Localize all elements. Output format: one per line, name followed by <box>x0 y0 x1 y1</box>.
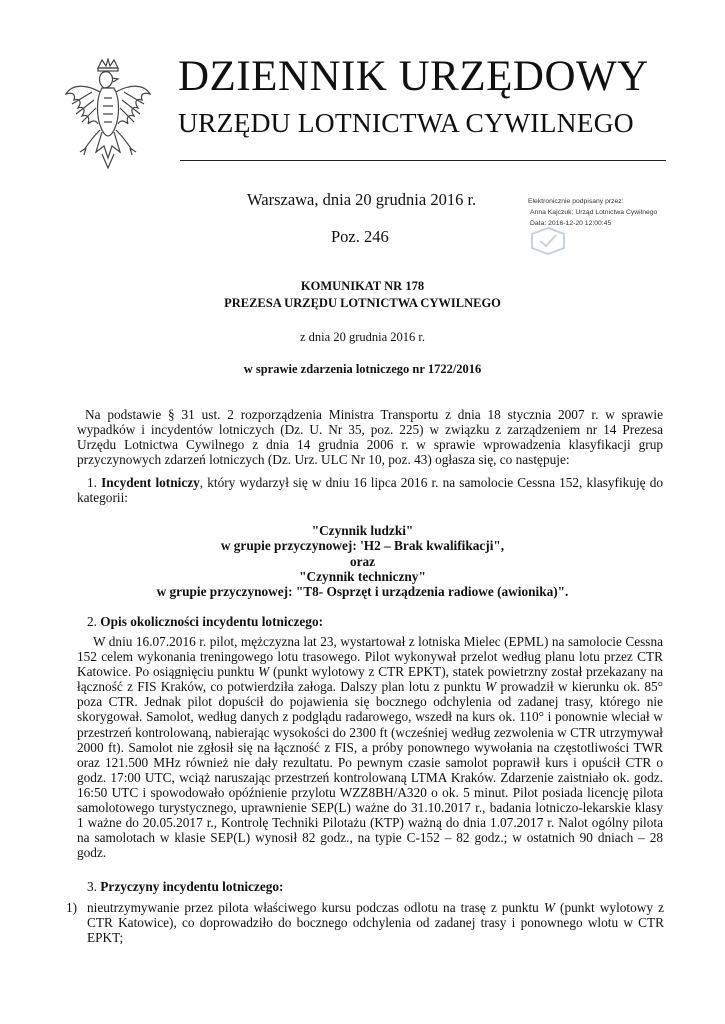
signature-line: Elektronicznie podpisany przez: <box>528 198 624 205</box>
description-text: W dniu 16.07.2016 r. pilot, mężczyzna lat 23, wystartował z lotniska Mielec (EPML) na samolocie Cessna 152 celem wykonania treningowego lotu trasowego. Pilot wykonywał przelot według planu lotu przez CTR Katowice. Po osiągnięciu punktu <box>77 634 663 680</box>
item-1-number: 1. <box>87 475 102 490</box>
notice-issuer: PREZESA URZĘDU LOTNICTWA CYWILNEGO <box>224 296 501 310</box>
section-2-heading <box>87 614 323 630</box>
position-number: Poz. 246 <box>331 227 389 246</box>
section-3-title: Przyczyny incydentu lotniczego: <box>100 879 284 894</box>
section-3-number: 3. <box>87 879 101 894</box>
signature-check-icon <box>528 226 568 256</box>
section-2-number: 2. <box>87 614 101 629</box>
classification-line: "Czynnik techniczny" <box>299 569 426 584</box>
notice-date: z dnia 20 grudnia 2016 r. <box>300 330 425 344</box>
signature-date: Data: 2016-12-20 12:00:45 <box>530 220 612 227</box>
notice-heading: KOMUNIKAT NR 178 <box>300 279 425 293</box>
item-1-paragraph <box>77 475 663 505</box>
journal-title: DZIENNIK URZĘDOWY <box>178 53 649 100</box>
item-1-text: , który wydarzył się w dniu 16 lipca 2016 r. na samolocie Cessna 152, klasyfikuję do kategorii: <box>77 475 663 506</box>
section-2-title: Opis okoliczności incydentu lotniczego: <box>100 614 324 629</box>
cause-text: (punkt wylotowy z CTR Katowice), co doprowadziło do bocznego odchylenia od zadanej trasy i ponownego wlotu w CTR EPKT; <box>87 900 664 946</box>
issue-date: Warszawa, dnia 20 grudnia 2016 r. <box>247 190 477 209</box>
waypoint-w: W <box>485 679 497 695</box>
item-1-term: Incydent lotniczy <box>101 475 200 490</box>
polish-eagle-emblem-icon <box>62 58 154 176</box>
cause-1-number: 1) <box>66 900 78 915</box>
description-paragraph <box>77 634 663 860</box>
intro-paragraph: Na podstawie § 31 ust. 2 rozporządzenia Ministra Transportu z dnia 18 stycznia 2007 r. w sprawie wypadków i incydentów lotniczych (Dz. U. Nr 35, poz. 225) w związku z zarządzeniem nr 14 Prezesa Urzędu Lotnictwa Cywilnego z dnia 14 grudnia 2006 r. w sprawie wprowadzenia klasyfikacji grup przyczynowych zdarzeń lotniczych (Dz. Urz. ULC Nr 10, poz. 43) ogłasza się, co następuje: <box>77 407 663 468</box>
cause-1-text <box>87 900 664 945</box>
signature-signer: Anna Kajczuk; Urząd Lotnictwa Cywilnego <box>530 209 658 216</box>
notice-subject: w sprawie zdarzenia lotniczego nr 1722/2016 <box>243 362 482 376</box>
classification-line: w grupie przyczynowej: "T8- Osprzęt i urządzenia radiowe (awionika)". <box>156 584 569 599</box>
header-divider <box>180 160 666 161</box>
classification-line: "Czynnik ludzki" <box>311 523 414 538</box>
waypoint-w: W <box>258 664 270 680</box>
classification-line: w grupie przyczynowej: 'H2 – Brak kwalifikacji", <box>220 538 505 553</box>
section-3-heading <box>87 879 283 895</box>
classification-line: oraz <box>349 554 376 569</box>
cause-text: nieutrzymywanie przez pilota właściwego kursu podczas odlotu na trasę z punktu <box>87 900 544 915</box>
description-text: (punkt wylotowy z CTR EPKT), statek powietrzny został przekazany na łączność z FIS Kraków, co potwierdziła załoga. Dalszy plan lotu z punktu <box>77 664 663 695</box>
journal-subtitle: URZĘDU LOTNICTWA CYWILNEGO <box>178 107 634 138</box>
description-text: prowadził w kierunku ok. 85° poza CTR. Jednak pilot dopuścił do pojawienia się bocznego odchylenia od zadanej trasy, którego nie skorygował. Samolot, według danych z podglądu radarowego, wszedł na kurs ok. 110° i ponownie wleciał w przestrzeń kontrolowaną, nabierając wysokości do 2300 ft (wcześniej według zezwolenia w CTR utrzymywał 2000 ft). Samolot nie zgłosił się na łączność z FIS, a próby ponownego wywołania na częstotliwości TWR oraz 121.500 MHz również nie dały rezultatu. Po pewnym czasie samolot poprawił kurs i opuścił CTR o godz. 17:00 UTC, wciąż naruszając przestrzeń kontrolowaną LTMA Kraków. Zdarzenie zaistniało ok. godz. 16:50 UTC i spowodowało opóźnienie przylotu WZZ8BH/A320 o ok. 5 minut. Pilot posiada licencję pilota samolotowego turystycznego, uprawnienie SEP(L) ważne do 31.10.2017 r., badania lotniczo-lekarskie klasy 1 ważne do 20.05.2017 r., Kontrolę Techniki Pilotażu (KTP) ważną do dnia 1.07.2017 r. Nalot ogólny pilota na samolotach w klasie SEP(L) wynosił 82 godz., na typie C-152 – 82 godz.; w ostatnich 90 dniach – 28 godz. <box>77 679 663 861</box>
waypoint-w: W <box>543 900 555 915</box>
electronic-signature <box>528 196 718 229</box>
